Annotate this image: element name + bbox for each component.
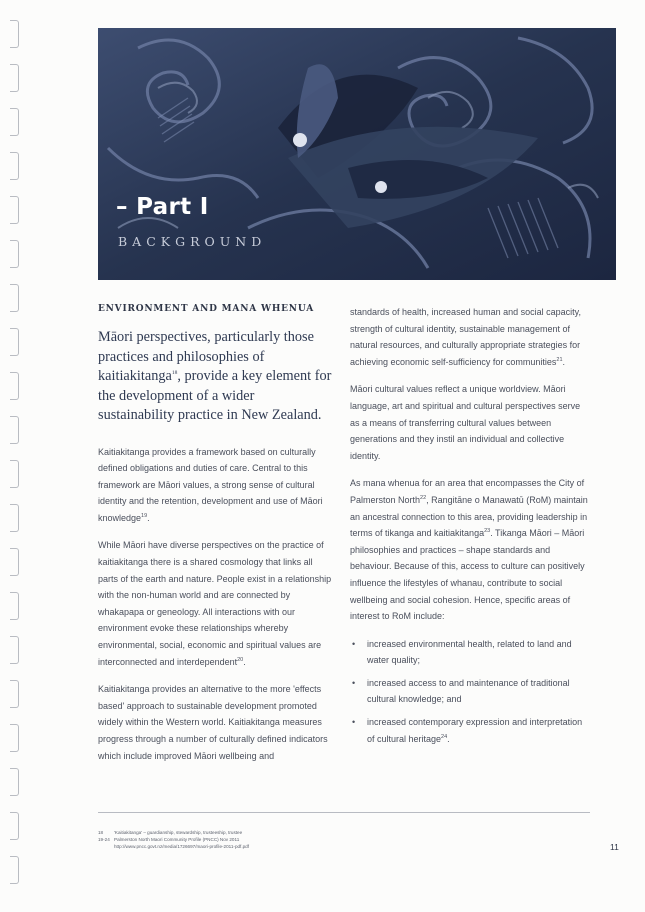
footnote-divider (98, 812, 590, 813)
right-column (350, 304, 590, 753)
footnote: 19-24 Palmerston North Maori Community Profile (PNCC) Nov 2011 (98, 837, 240, 842)
body-paragraph: Māori cultural values reflect a unique worldview. Māori language, art and spiritual and cultural perspectives serve as a means of transferring cultural values between generations and they instil an individual and collective identity. (350, 384, 581, 461)
footnote-ref: 19 (141, 512, 148, 519)
body-paragraph: standards of health, increased human and social capacity, strength of cultural identity, sustainable management of natural resources, and culturally appropriate strategies for achieving economic self-sufficiency for communities$^{21}$. (350, 307, 581, 367)
body-paragraph: Kaitiakitanga provides a framework based on culturally defined obligations and duties of care. Central to this framework are Māori values, a strong sense of cultural identity and the retention, development and use of Māori knowledge$^{19}$. (98, 446, 323, 523)
bullet-icon: • (352, 638, 356, 649)
footnote-link[interactable]: http://www.pncc.govt.nz/media/1726697/maori-profile-2011-pdf.pdf (114, 844, 249, 849)
body-paragraph: While Māori have diverse perspectives on the practice of kaitiakitanga there is a shared cosmology that links all parts of the earth and nature. People exist in a relationship with the non-human world and are connected by whakapapa or geneology. All interactions with our environment evoke these relationships whereby environmental, social, economic and spiritual values are interconnected and interdependent$^{20}$. (98, 540, 332, 667)
binding-holes (6, 20, 24, 890)
body-paragraph: As mana whenua for an area that encompasses the City of Palmerston North$^{22}$, Rangitāne o Manawatū (RoM) maintain an ancestral connection to this area, providing leadership in terms of tikanga and kaitiakitanga$^{23}$. Tikanga Māori – Māori philosophies and practices – shape standards and behaviour. Because of this, access to culture can positively influence the lifestyles of whanau, contribute to social wellbeing and social cohesion. Hence, specific areas of interest to RoM include: (350, 478, 588, 622)
part-subtitle: BACKGROUND (118, 234, 267, 249)
bullet-icon: • (352, 717, 356, 728)
footnotes (98, 829, 428, 850)
lead-paragraph: Māori perspectives, particularly those practices and philosophies of kaitiakitanga$^{18}$, provide a key element for the development of a wider sustainability practice in New Zealand. (98, 329, 332, 423)
footnote-ref: 22 (420, 494, 427, 501)
footnote: 18 'Kaitiakitanga' – guardianship, stewardship, trusteeship, trustee (98, 830, 243, 835)
interest-list (350, 636, 590, 748)
footnote-ref: 21 (556, 356, 563, 363)
page-number: 11 (610, 842, 619, 852)
footnote-ref: 18 (171, 370, 178, 377)
bullet-icon: • (352, 677, 356, 688)
left-column (98, 304, 334, 775)
footnote-ref: 24 (441, 733, 448, 740)
body-paragraph: Kaitiakitanga provides an alternative to the more 'effects based' approach to sustainable development promoted widely within the Western world. Kaitiakitanga measures progress through a number of culturally defined indicators which include improved Māori wellbeing and (98, 684, 328, 761)
hero-image (98, 28, 616, 280)
footnote-ref: 23 (484, 528, 491, 535)
list-item: • increased contemporary expression and interpretation of cultural heritage$^{24}$. (350, 714, 590, 747)
part-title: – Part I (116, 194, 209, 220)
footnote-ref: 20 (237, 656, 244, 663)
section-heading: ENVIRONMENT AND MANA WHENUA (98, 304, 314, 314)
list-item: • increased access to and maintenance of traditional cultural knowledge; and (350, 675, 590, 708)
list-item: • increased environmental health, related to land and water quality; (350, 636, 590, 669)
